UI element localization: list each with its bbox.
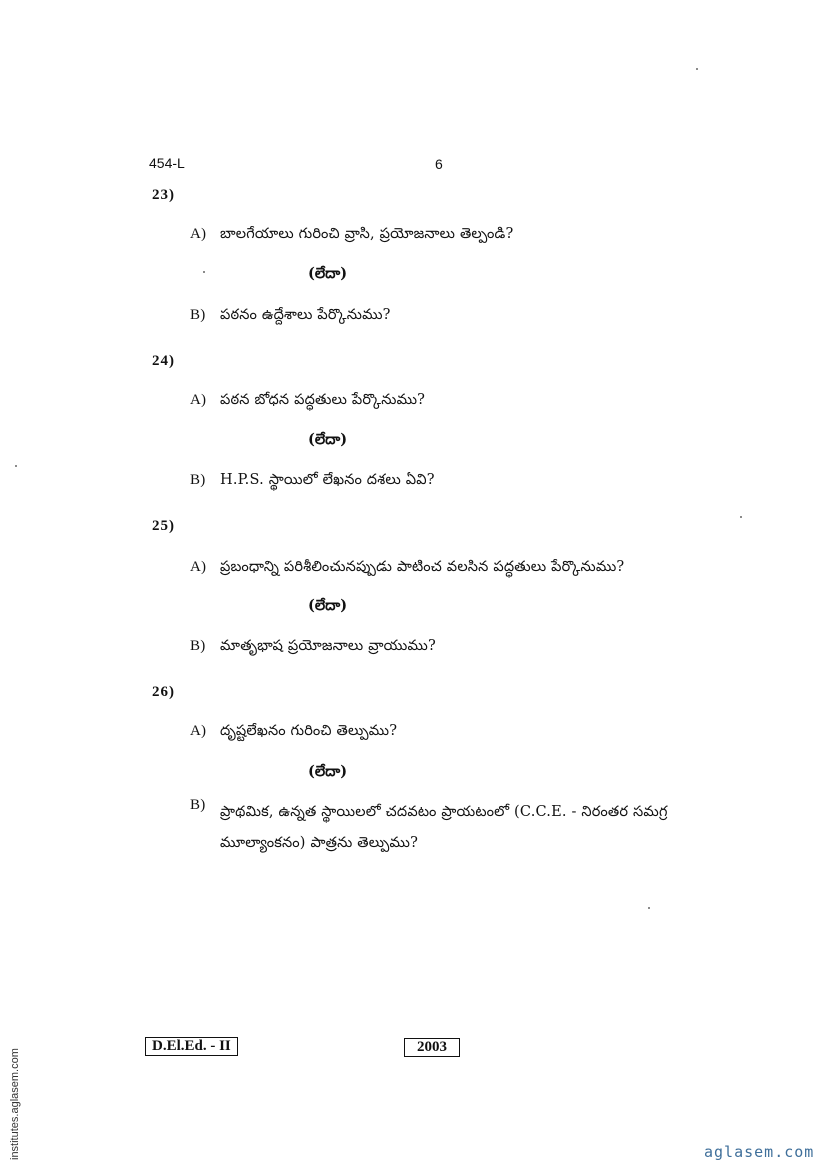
side-watermark: institutes.aglasem.com [9,1048,21,1160]
corner-watermark: aglasem.com [704,1143,815,1161]
option-a [190,559,624,579]
scan-speck [15,465,17,467]
option-text: మాతృభాష ప్రయోజనాలు వ్రాయుము? [220,638,436,654]
option-a [190,392,425,412]
or-separator: (లేదా) [308,763,348,780]
scan-speck [203,271,205,273]
option-label: B) [190,797,206,813]
option-text: పఠనం ఉద్దేశాలు పేర్కొనుము? [220,307,391,323]
question-number: 25) [152,518,175,534]
option-label: A) [190,392,207,408]
or-separator: (లేదా) [308,597,348,614]
or-separator: (లేదా) [308,265,348,282]
page-number: 6 [435,156,443,172]
option-b [190,472,435,492]
option-label: B) [190,638,206,654]
scan-speck [740,516,742,518]
option-text: ప్రబంధాన్ని పరిశీలించునప్పుడు పాటించ వలసిన పద్ధతులు పేర్కొనుము? [220,559,625,575]
option-text: ప్రాథమిక, ఉన్నత స్థాయిలలో చదవటం ప్రాయటంలో (C.C.E. - నిరంతర సమగ్ర మూల్యాంకనం) పాత్రను తెల్పుము? [220,804,668,851]
option-text: దృష్టలేఖనం గురించి తెల్పుము? [220,723,398,739]
scan-speck [648,907,650,909]
option-label: A) [190,559,207,575]
option-a [190,226,513,246]
paper-code: 454-L [149,155,185,171]
option-label: B) [190,307,206,323]
option-b [190,797,755,859]
option-a [190,723,397,743]
scan-speck [696,68,698,70]
option-text: H.P.S. స్థాయిలో లేఖనం దశలు ఏవి? [220,472,435,488]
option-text: బాలగేయాలు గురించి వ్రాసి, ప్రయోజనాలు తెల్పండి? [220,226,514,242]
option-b [190,638,436,658]
course-box: D.El.Ed. - II [145,1037,238,1056]
question-number: 23) [152,187,175,203]
option-label: B) [190,472,206,488]
option-label: A) [190,723,207,739]
or-separator: (లేదా) [308,431,348,448]
option-label: A) [190,226,207,242]
option-b [190,307,391,327]
question-number: 26) [152,684,175,700]
question-number: 24) [152,353,175,369]
option-text: పఠన బోధన పద్ధతులు పేర్కొనుము? [220,392,426,408]
code-box: 2003 [404,1038,460,1057]
